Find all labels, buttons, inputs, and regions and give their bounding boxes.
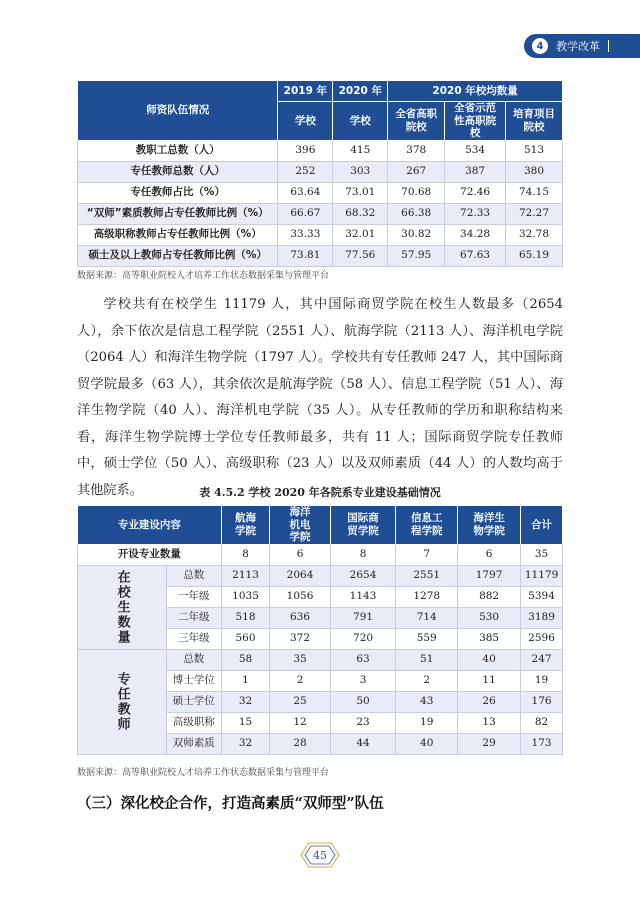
- table1-sub: 学校: [333, 102, 388, 141]
- table1-row-label: 专任教师占比（%）: [78, 182, 278, 203]
- table2-cell: 2113: [221, 565, 270, 586]
- table2-cell: 11: [458, 670, 521, 691]
- table1-cell: 32.78: [506, 224, 563, 245]
- table2-cell: 12: [270, 712, 330, 733]
- table1-cell: 415: [333, 140, 388, 161]
- table2-cell: 882: [458, 586, 521, 607]
- table1-cell: 66.67: [278, 203, 333, 224]
- table2-cell: 2: [396, 670, 458, 691]
- table2-cell: 28: [270, 733, 330, 754]
- table2-cell: 791: [330, 607, 396, 628]
- page-number-ornament: [297, 840, 343, 870]
- table1-havg: 2020 年校均数量: [388, 81, 563, 102]
- table2-cell: 1797: [458, 565, 521, 586]
- table2-cell: 26: [458, 691, 521, 712]
- table1-h2020: 2020 年: [333, 81, 388, 102]
- table2-cell: 23: [330, 712, 396, 733]
- table2-cell: 173: [521, 733, 563, 754]
- table2-cell: 7: [396, 544, 458, 565]
- table1-cell: 32.01: [333, 224, 388, 245]
- table2-cell: 559: [396, 628, 458, 649]
- table2-cell: 247: [521, 649, 563, 670]
- table2-cell: 51: [396, 649, 458, 670]
- table1-cell: 30.82: [388, 224, 445, 245]
- source-note-1: 数据来源：高等职业院校人才培养工作状态数据采集与管理平台: [77, 271, 330, 281]
- chapter-badge: [524, 34, 640, 58]
- table2-cell: 1143: [330, 586, 396, 607]
- table2-cell: 176: [521, 691, 563, 712]
- table1-sub: 全省高职院校: [388, 102, 445, 141]
- table2-cell: 50: [330, 691, 396, 712]
- table1-row: [78, 203, 563, 224]
- table2-cell: 372: [270, 628, 330, 649]
- table2-cell: 518: [221, 607, 270, 628]
- department-table: [77, 505, 563, 755]
- table2-row-label: 二年级: [166, 607, 221, 628]
- table2-cell: 8: [221, 544, 270, 565]
- table2-cell: 6: [270, 544, 330, 565]
- table1-cell: 34.28: [445, 224, 506, 245]
- table1-cell: 252: [278, 161, 333, 182]
- table2-cell: 19: [396, 712, 458, 733]
- table2-header: 信息工程学院: [396, 506, 458, 545]
- table1-cell: 74.15: [506, 182, 563, 203]
- table2-cell: 11179: [521, 565, 563, 586]
- table2-row-label: 开设专业数量: [78, 544, 222, 565]
- table1-stub: 师资队伍情况: [78, 81, 278, 141]
- table1-cell: 378: [388, 140, 445, 161]
- table1-cell: 380: [506, 161, 563, 182]
- table2-cell: 5394: [521, 586, 563, 607]
- table1-row-label: 专任教师总数（人）: [78, 161, 278, 182]
- table2-cell: 40: [396, 733, 458, 754]
- table1-cell: 57.95: [388, 245, 445, 266]
- table1-h2019: 2019 年: [278, 81, 333, 102]
- table2-cell: 530: [458, 607, 521, 628]
- table2-cell: 58: [221, 649, 270, 670]
- table1-cell: 534: [445, 140, 506, 161]
- table2-cell: 3: [330, 670, 396, 691]
- table2-cell: 35: [521, 544, 563, 565]
- table1-cell: 73.81: [278, 245, 333, 266]
- table2-header: 海洋生物学院: [458, 506, 521, 545]
- table2-cell: 6: [458, 544, 521, 565]
- table2-cell: 720: [330, 628, 396, 649]
- table1-sub: 培育项目院校: [506, 102, 563, 141]
- table1-cell: 73.01: [333, 182, 388, 203]
- table1-sub: 学校: [278, 102, 333, 141]
- table2-cell: 8: [330, 544, 396, 565]
- table1-cell: 267: [388, 161, 445, 182]
- table2-cell: 2551: [396, 565, 458, 586]
- table1-cell: 65.19: [506, 245, 563, 266]
- table2-header: 海洋机电学院: [270, 506, 330, 545]
- table2-row-label: 总数: [166, 565, 221, 586]
- table2-row-label: 双师素质: [166, 733, 221, 754]
- table2-header: 航海学院: [221, 506, 270, 545]
- table2-cell: 13: [458, 712, 521, 733]
- table1-cell: 70.68: [388, 182, 445, 203]
- table2-cell: 3189: [521, 607, 563, 628]
- section-heading: （三）深化校企合作，打造高素质“双师型”队伍: [77, 795, 384, 812]
- table1-cell: 33.33: [278, 224, 333, 245]
- table1-row: [78, 140, 563, 161]
- table2-cell: 25: [270, 691, 330, 712]
- table2-header: 国际商贸学院: [330, 506, 396, 545]
- table2-cell: 32: [221, 691, 270, 712]
- table1-cell: 77.56: [333, 245, 388, 266]
- table2-cell: 1056: [270, 586, 330, 607]
- table2-cell: 1278: [396, 586, 458, 607]
- table2-cell: 2654: [330, 565, 396, 586]
- table2-cell: 714: [396, 607, 458, 628]
- table2-row-label: 高级职称: [166, 712, 221, 733]
- table2-group-label: 在校生数量: [78, 565, 167, 649]
- table2-cell: 19: [521, 670, 563, 691]
- table1-cell: 66.38: [388, 203, 445, 224]
- table2-cell: 44: [330, 733, 396, 754]
- table1-cell: 72.46: [445, 182, 506, 203]
- table2-cell: 2: [270, 670, 330, 691]
- table2-cell: 32: [221, 733, 270, 754]
- table2-cell: 2064: [270, 565, 330, 586]
- table2-cell: 1: [221, 670, 270, 691]
- table1-body: [78, 140, 563, 266]
- table1-sub: 全省示范性高职院校: [445, 102, 506, 141]
- table1-cell: 67.63: [445, 245, 506, 266]
- faculty-table: [77, 80, 563, 267]
- table1-cell: 72.27: [506, 203, 563, 224]
- table1-cell: 303: [333, 161, 388, 182]
- table2-caption: 表 4.5.2 学校 2020 年各院系专业建设基础情况: [199, 486, 441, 499]
- table1-row-label: “双师”素质教师占专任教师比例（%）: [78, 203, 278, 224]
- table1-row: [78, 161, 563, 182]
- table2-cell: 82: [521, 712, 563, 733]
- table1-row-label: 教职工总数（人）: [78, 140, 278, 161]
- table2-body: [78, 544, 563, 754]
- table2-row: [78, 649, 563, 670]
- table2-row: [78, 544, 563, 565]
- table1-cell: 63.64: [278, 182, 333, 203]
- divider: [608, 40, 609, 52]
- table1-row: [78, 245, 563, 266]
- table2-cell: 15: [221, 712, 270, 733]
- table2-row-label: 三年级: [166, 628, 221, 649]
- table1-cell: 387: [445, 161, 506, 182]
- table1-row: [78, 182, 563, 203]
- chapter-number: 4: [532, 38, 548, 54]
- table2-row-label: 博士学位: [166, 670, 221, 691]
- table2-row: [78, 565, 563, 586]
- table2-cell: 1035: [221, 586, 270, 607]
- table2-group-label: 专任教师: [78, 649, 167, 754]
- table2-row-label: 硕士学位: [166, 691, 221, 712]
- table1-cell: 68.32: [333, 203, 388, 224]
- page-number: 45: [313, 849, 327, 862]
- table2-row-label: 总数: [166, 649, 221, 670]
- table2-cell: 43: [396, 691, 458, 712]
- body-paragraph: 学校共有在校学生 11179 人，其中国际商贸学院在校生人数最多（2654 人），余下依次是信息工程学院（2551 人）、航海学院（2113 人）、海洋机电学院（2064 人）和海洋生物学院（1797 人）。学校共有专任教师 247 人，其中国际商贸学院最多（63 人），其余依次是航海学院（58 人）、信息工程学院（51 人）、海洋生物学院（40 人）、海洋机电学院（35 人）。从专任教师的学历和职称结构来看，海洋生物学院博士学位专任教师最多，共有 11 人；国际商贸学院专任教师中，硕士学位（50 人）、高级职称（23 人）以及双师素质（44 人）的人数均高于其他院系。: [77, 297, 563, 498]
- table2-header: 专业建设内容: [78, 506, 222, 545]
- source-note-2: 数据来源：高等职业院校人才培养工作状态数据采集与管理平台: [77, 768, 330, 778]
- table1-cell: 396: [278, 140, 333, 161]
- table1-row: [78, 224, 563, 245]
- table2-row-label: 一年级: [166, 586, 221, 607]
- table2-cell: 636: [270, 607, 330, 628]
- table2-cell: 560: [221, 628, 270, 649]
- table1-row-label: 高级职称教师占专任教师比例（%）: [78, 224, 278, 245]
- table2-cell: 2596: [521, 628, 563, 649]
- table2-cell: 385: [458, 628, 521, 649]
- table2-cell: 29: [458, 733, 521, 754]
- table1-cell: 72.33: [445, 203, 506, 224]
- table2-header: 合计: [521, 506, 563, 545]
- table1-cell: 513: [506, 140, 563, 161]
- table2-cell: 63: [330, 649, 396, 670]
- chapter-title: 教学改革: [556, 40, 600, 53]
- table1-row-label: 硕士及以上教师占专任教师比例（%）: [78, 245, 278, 266]
- table2-cell: 40: [458, 649, 521, 670]
- table2-cell: 35: [270, 649, 330, 670]
